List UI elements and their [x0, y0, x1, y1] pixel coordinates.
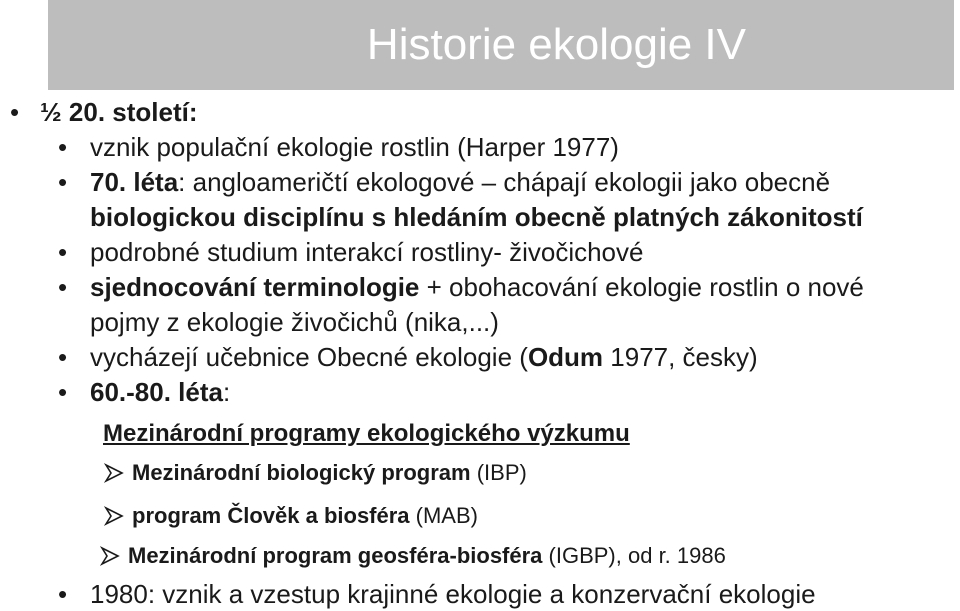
text: : angloameričtí ekologové – chápají ekologii jako obecně — [178, 167, 831, 197]
bullet: • — [58, 237, 68, 267]
text-bold: ½ 20. století: — [40, 97, 198, 127]
bullet: • — [10, 97, 20, 127]
text-line — [128, 540, 726, 572]
bullet: • — [58, 579, 68, 609]
bullet: • — [58, 272, 68, 302]
text-bold: 70. léta — [90, 167, 179, 197]
text-line — [132, 457, 527, 489]
text-line — [90, 306, 499, 338]
arrow-bullet-icon — [104, 463, 124, 483]
text-bold: sjednocování terminologie — [90, 272, 420, 302]
arrow-bullet-icon — [100, 546, 120, 566]
text: + obohacování ekologie rostlin o nové — [419, 272, 864, 302]
text: pojmy z ekologie živočichů (nika,...) — [90, 307, 499, 337]
text-line — [90, 236, 643, 268]
text-bold: Odum — [527, 342, 604, 372]
bullet: • — [58, 342, 68, 372]
text-line — [90, 201, 863, 233]
text-line — [90, 166, 830, 198]
text: vznik populační ekologie rostlin (Harper 1977) — [90, 132, 619, 162]
text-line — [40, 96, 198, 128]
text: (IBP) — [470, 460, 527, 485]
text: : — [222, 377, 231, 407]
text-line — [90, 376, 230, 408]
text-line — [90, 271, 864, 303]
text-bold: 60.-80. léta — [90, 377, 223, 407]
text: (MAB) — [409, 503, 478, 528]
text: vycházejí učebnice Obecné ekologie ( — [90, 342, 528, 372]
section-heading — [103, 418, 630, 450]
text: 1980: vznik a vzestup krajinné ekologie a konzervační ekologie — [90, 579, 816, 609]
bullet: • — [58, 167, 68, 197]
bullet: • — [58, 132, 68, 162]
text: podrobné studium interakcí rostliny- živočichové — [90, 237, 644, 267]
text-line — [90, 578, 816, 610]
bullet: • — [58, 377, 68, 407]
slide-title: Historie ekologie IV — [366, 20, 746, 69]
text: 1977, česky) — [603, 342, 758, 372]
text-bold-underline: Mezinárodní programy ekologického výzkumu — [103, 420, 630, 447]
text-line — [90, 341, 758, 373]
text-bold: program Člověk a biosféra — [132, 503, 410, 528]
text-bold: biologickou disciplínu s hledáním obecně platných zákonitostí — [90, 202, 863, 232]
text-bold: Mezinárodní program geosféra-biosféra — [128, 543, 543, 568]
arrow-bullet-icon — [104, 506, 124, 526]
text-bold: Mezinárodní biologický program — [132, 460, 471, 485]
text: (IGBP), od r. 1986 — [542, 543, 726, 568]
text-line — [132, 500, 478, 532]
text-line — [90, 131, 619, 163]
